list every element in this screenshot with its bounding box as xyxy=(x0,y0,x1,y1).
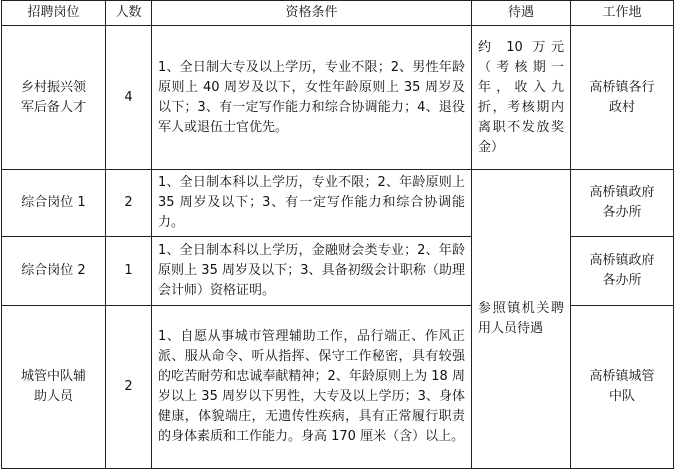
shared-salary-cell: 参照镇机关聘用人员待遇 xyxy=(472,170,571,469)
header-position: 招聘岗位 xyxy=(2,1,106,26)
position-cell: 综合岗位 2 xyxy=(2,237,106,306)
requirements-cell: 1、自愿从事城市管理辅助工作，品行端正、作风正派、服从命令、听从指挥、保守工作秘密，具有较强的吃苦耐劳和忠诚奉献精神；2、年龄原则上为 18 周岁以上 35 周岁以下男性，大专及以上学历；3、身体健康，体貌端庄，无遗传性疾病，具有正常履行职责的身体素质和工作能力。身高 170 厘米（含）以上。 xyxy=(152,306,472,469)
table-row xyxy=(2,26,674,170)
location-cell: 高桥镇城管 中队 xyxy=(571,306,674,469)
position-cell: 城管中队辅 助人员 xyxy=(2,306,106,469)
position-cell: 乡村振兴领 军后备人才 xyxy=(2,26,106,170)
count-cell: 1 xyxy=(106,237,152,306)
table-row xyxy=(2,170,674,237)
position-cell: 综合岗位 1 xyxy=(2,170,106,237)
count-cell: 4 xyxy=(106,26,152,170)
table-header-row xyxy=(2,1,674,26)
header-requirements: 资格条件 xyxy=(152,1,472,26)
table-row xyxy=(2,306,674,469)
requirements-cell: 1、全日制本科以上学历，金融财会类专业；2、年龄原则上 35 周岁及以下；3、具备初级会计职称（助理会计师）资格证明。 xyxy=(152,237,472,306)
location-cell: 高桥镇政府 各办所 xyxy=(571,170,674,237)
table-row xyxy=(2,237,674,306)
count-cell: 2 xyxy=(106,306,152,469)
location-cell: 高桥镇各行 政村 xyxy=(571,26,674,170)
requirements-cell: 1、全日制本科以上学历，专业不限；2、年龄原则上 35 周岁及以下；3、有一定写作能力和综合协调能力。 xyxy=(152,170,472,237)
header-location: 工作地 xyxy=(571,1,674,26)
location-cell: 高桥镇政府 各办所 xyxy=(571,237,674,306)
header-count: 人数 xyxy=(106,1,152,26)
requirements-cell: 1、全日制大专及以上学历，专业不限；2、男性年龄原则上 40 周岁及以下，女性年龄原则上 35 周岁及以下；3、有一定写作能力和综合协调能力；4、退役军人或退伍士官优先。 xyxy=(152,26,472,170)
count-cell: 2 xyxy=(106,170,152,237)
header-salary: 待遇 xyxy=(472,1,571,26)
salary-cell: 约 10 万元（考核期一年，收入九折，考核期内离职不发放奖金） xyxy=(472,26,571,170)
recruitment-table xyxy=(1,0,674,469)
